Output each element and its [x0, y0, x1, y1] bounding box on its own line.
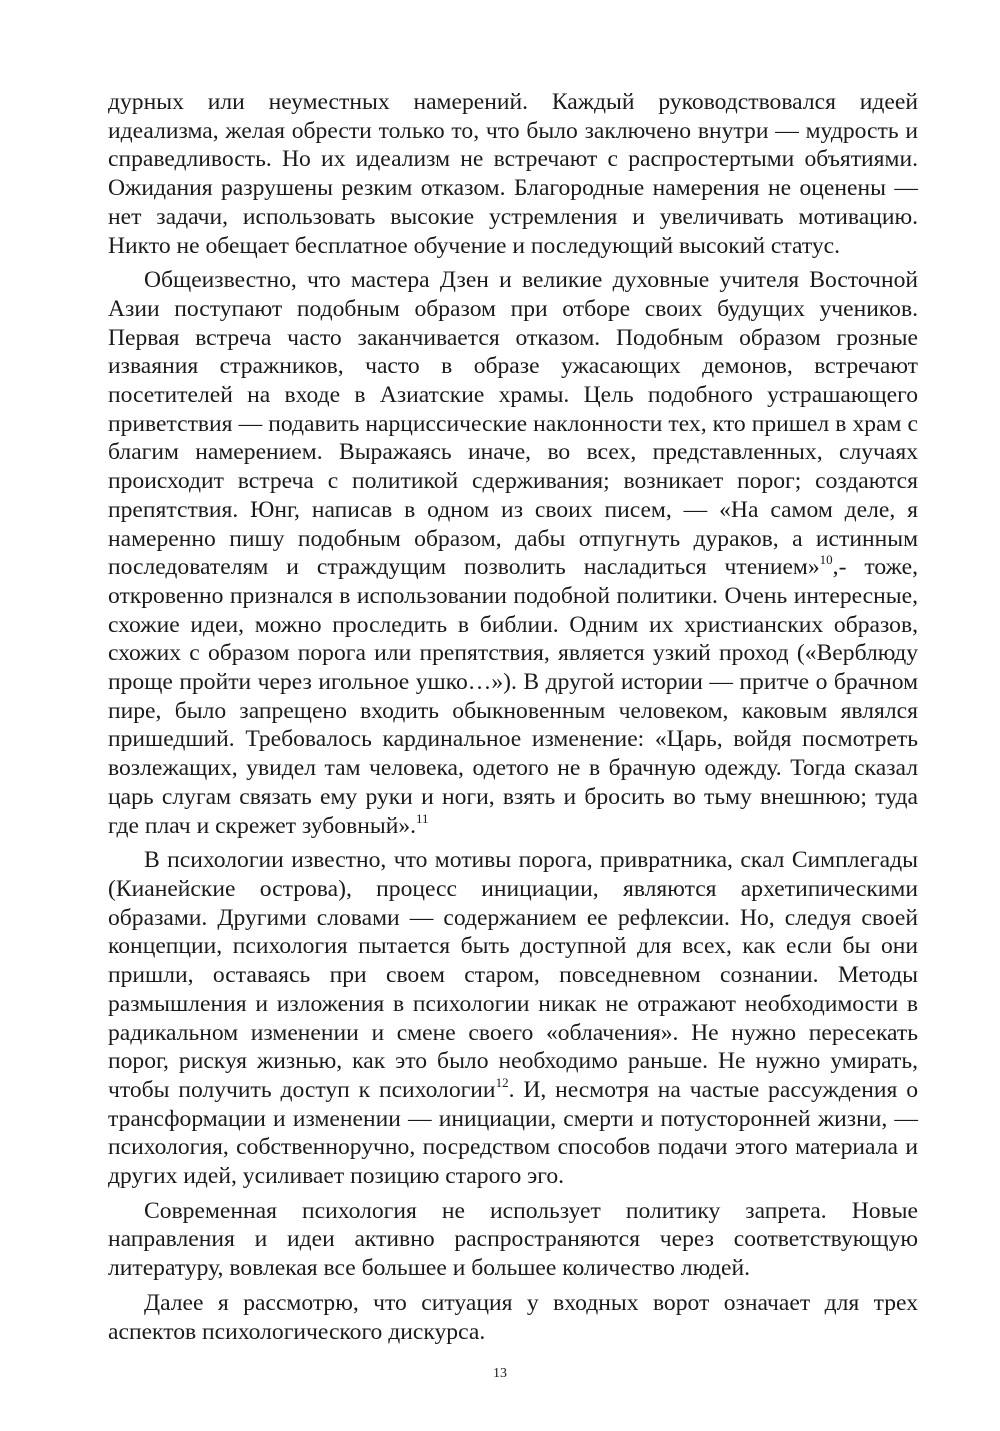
page-number: 13 [493, 1366, 507, 1381]
paragraph-5 [108, 1289, 918, 1346]
footnote-ref-12[interactable]: 12 [495, 1074, 509, 1090]
paragraph-text: . И, несмотря на частые рассуждения о трансформации и изменении — инициации, смерти и потусторонней жизни, — психология, собственноручно, посредством способов подачи этого материала и других идей, усиливает позицию старого эго. [108, 1076, 918, 1190]
footnote-ref-11[interactable]: 11 [416, 810, 429, 826]
paragraph-text: дурных или неуместных намерений. Каждый руководствовался идеей идеализма, желая обрести только то, что было заключено внутри — мудрость и справедливость. Но их идеализм не встречают с распростертыми объятиями. Ожидания разрушены резким отказом. Благородные намерения не оценены — нет задачи, использовать высокие устремления и увеличивать мотивацию. Никто не обещает бесплатное обучение и последующий высокий статус. [108, 89, 918, 259]
paragraph-1 [108, 88, 918, 260]
paragraph-text: Современная психология не использует политику запрета. Новые направления и идеи активно распространяются через соответствующую литературу, вовлекая все большее и большее количество людей. [108, 1197, 918, 1282]
paragraph-text: ,- тоже, откровенно признался в использовании подобной политики. Очень интересные, схожие идеи, можно проследить в библии. Одним их христианских образов, схожих с образом порога или препятствия, является узкий проход («Верблюду проще пройти через игольное ушко…»). В другой истории — притче о брачном пире, было запрещено входить обыкновенным человеком, каковым являлся пришедший. Требовалось кардинальное изменение: «Царь, войдя посмотреть возлежащих, увидел там человека, одетого не в брачную одежду. Тогда сказал царь слугам связать ему руки и ноги, взять и бросить во тьму внешнюю; туда где плач и скрежет зубовный». [108, 554, 918, 839]
page-body [108, 88, 918, 1346]
paragraph-text: Далее я рассмотрю, что ситуация у входных ворот означает для трех аспектов психологического дискурса. [108, 1289, 918, 1345]
paragraph-text: Общеизвестно, что мастера Дзен и великие духовные учителя Восточной Азии поступают подобным образом при отборе своих будущих учеников. Первая встреча часто заканчивается отказом. Подобным образом грозные изваяния стражников, часто в образе ужасающих демонов, встречают посетителей на входе в Азиатские храмы. Цель подобного устрашающего приветствия — подавить нарциссические наклонности тех, кто пришел в храм с благим намерением. Выражаясь иначе, во всех, представленных, случаях происходит встреча с политикой сдерживания; возникает порог; создаются препятствия. Юнг, написав в одном из своих писем, — «На самом деле, я намеренно пишу подобным образом, дабы отпугнуть дураков, а истинным последователям и страждущим позволить насладиться чтением» [108, 267, 918, 581]
paragraph-text: В психологии известно, что мотивы порога, привратника, скал Симплегады (Кианейские острова), процесс инициации, являются архетипическими образами. Другими словами — содержанием ее рефлексии. Но, следуя своей концепции, психология пытается быть доступной для всех, как если бы они пришли, оставаясь при своем старом, повседневном сознании. Методы размышления и изложения в психологии никак не отражают необходимости в радикальном изменении и смене своего «облачения». Не нужно пересекать порог, рискуя жизнью, как это было необходимо раньше. Не нужно умирать, чтобы получить доступ к психологии [108, 847, 918, 1103]
paragraph-4 [108, 1197, 918, 1283]
paragraph-2 [108, 266, 918, 840]
paragraph-3 [108, 846, 918, 1190]
footnote-ref-10[interactable]: 10 [819, 552, 833, 568]
